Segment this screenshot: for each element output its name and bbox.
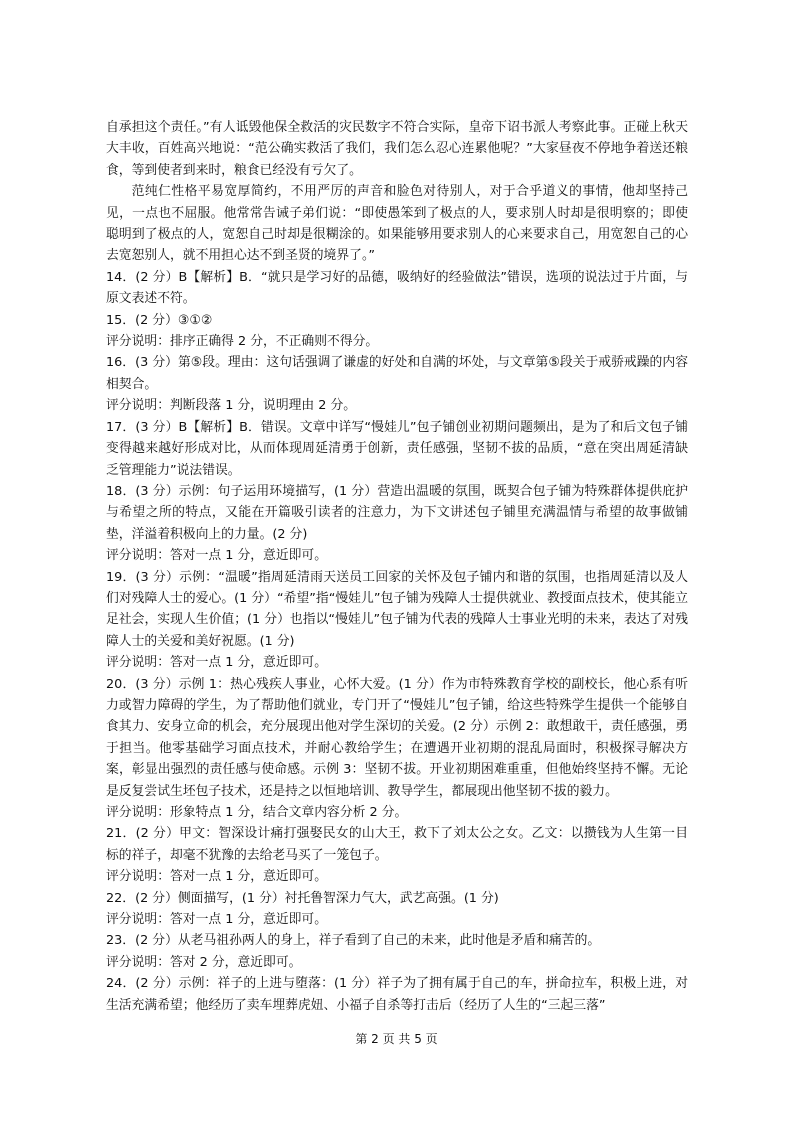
paragraph: 范纯仁性格平易宽厚简约，不用严厉的声音和脸色对待别人，对于合乎道义的事情，他却坚持己见，一点也不屈服。他常常告诫子弟们说：“即使愚笨到了极点的人，要求别人时却是很明察的；即使聪明到了极点的人，宽恕自己时却是很糊涂的。如果能够用要求别人的心来要求自己，用宽恕自己的心去宽恕别人，就不用担心达不到圣贤的境界了。” [106,184,688,264]
answer-18: 18．(3 分）示例：句子运用环境描写，(1 分）营造出温暖的氛围，既契合包子铺为特殊群体提供庇护与希望之所的特点，又能在开篇吸引读者的注意力，为下文讲述包子铺里充满温情与希望的故事做铺垫，洋溢着积极向上的力量。(2 分) [106,483,688,542]
answer-17: 17．(3 分）B【解析】B．错误。文章中详写“慢娃儿”包子铺创业初期问题频出，是为了和后文包子铺变得越来越好形成对比，从而体现周延清勇于创新，责任感强，坚韧不拔的品质，“意在突出周延清缺乏管理能力”说法错误。 [106,419,688,478]
answer-22: 22．(2 分）侧面描写，(1 分）衬托鲁智深力气大，武艺高强。(1 分) [106,890,499,906]
scoring-note: 评分说明：答对一点 1 分，意近即可。 [106,548,328,564]
answer-23: 23．(2 分）从老马祖孙两人的身上，祥子看到了自己的未来，此时他是矛盾和痛苦的。 [106,933,601,949]
document-body [106,117,688,1016]
answer-24: 24．(2 分）示例：祥子的上进与堕落：(1 分）祥子为了拥有属于自己的车，拼命拉车，积极上进，对生活充满希望；他经历了卖车埋葬虎妞、小福子自杀等打击后（经历了人生的“三起三落” [106,976,688,1013]
scoring-note: 评分说明：答对一点 1 分，意近即可。 [106,869,328,885]
answer-21: 21．(2 分）甲文：智深设计痛打强娶民女的山大王，救下了刘太公之女。乙文：以攒钱为人生第一目标的祥子，却毫不犹豫的去给老马买了一笼包子。 [106,826,688,863]
scoring-note: 评分说明：排序正确得 2 分，不正确则不得分。 [106,334,379,350]
scoring-note: 评分说明：答对一点 1 分，意近即可。 [106,655,328,671]
answer-14: 14．(2 分）B【解析】B．“就只是学习好的品德，吸纳好的经验做法”错误，选项的说法过于片面，与原文表述不符。 [106,269,688,307]
page-number: 第 2 页 共 5 页 [355,1032,438,1046]
scoring-note: 评分说明：形象特点 1 分，结合文章内容分析 2 分。 [106,805,408,820]
scoring-note: 评分说明：答对一点 1 分，意近即可。 [106,912,328,928]
scoring-note: 评分说明：答对 2 分，意近即可。 [106,954,302,970]
answer-19: 19．(3 分）示例：“温暖”指周延清雨天送员工回家的关怀及包子铺内和谐的氛围，也指周延清以及人们对残障人士的爱心。(1 分）“希望”指“慢娃儿”包子铺为残障人士提供就业、教授面点技术，使其能立足社会，实现人生价值；(1 分）也指以“慢娃儿”包子铺为代表的残障人士事业光明的未来，表达了对残障人士的关爱和美好祝愿。(1 分) [106,569,688,649]
paragraph: 自承担这个责任。”有人诋毁他保全救活的灾民数字不符合实际，皇帝下诏书派人考察此事。正碰上秋天大丰收，百姓高兴地说：“范公确实救活了我们，我们怎么忍心连累他呢？”大家昼夜不停地争着送还粮食，等到使者到来时，粮食已经没有亏欠了。 [106,120,688,178]
answer-20: 20．(3 分）示例 1：热心残疾人事业，心怀大爱。(1 分）作为市特殊教育学校的副校长，他心系有听力或智力障碍的学生，为了帮助他们就业，专门开了“慢娃儿”包子铺，给这些特殊学生提供一个能够自食其力、安身立命的机会，充分展现出他对学生深切的关爱。(2 分）示例 2：敢想敢干，责任感强，勇于担当。他零基础学习面点技术，并耐心教给学生；在遭遇开业初期的混乱局面时，积极探寻解决方案，彰显出强烈的责任感与使命感。示例 3：坚韧不拔。开业初期困难重重，但他始终坚持不懈。无论是反复尝试生坯包子技术，还是持之以恒地培训、教导学生，都展现出他坚韧不拔的毅力。 [106,676,688,799]
answer-16: 16．(3 分）第⑤段。理由：这句话强调了谦虚的好处和自满的坏处，与文章第⑤段关于戒骄戒躁的内容相契合。 [106,355,688,392]
answer-15: 15．(2 分）③①② [106,312,213,328]
scoring-note: 评分说明：判断段落 1 分，说明理由 2 分。 [106,398,357,414]
